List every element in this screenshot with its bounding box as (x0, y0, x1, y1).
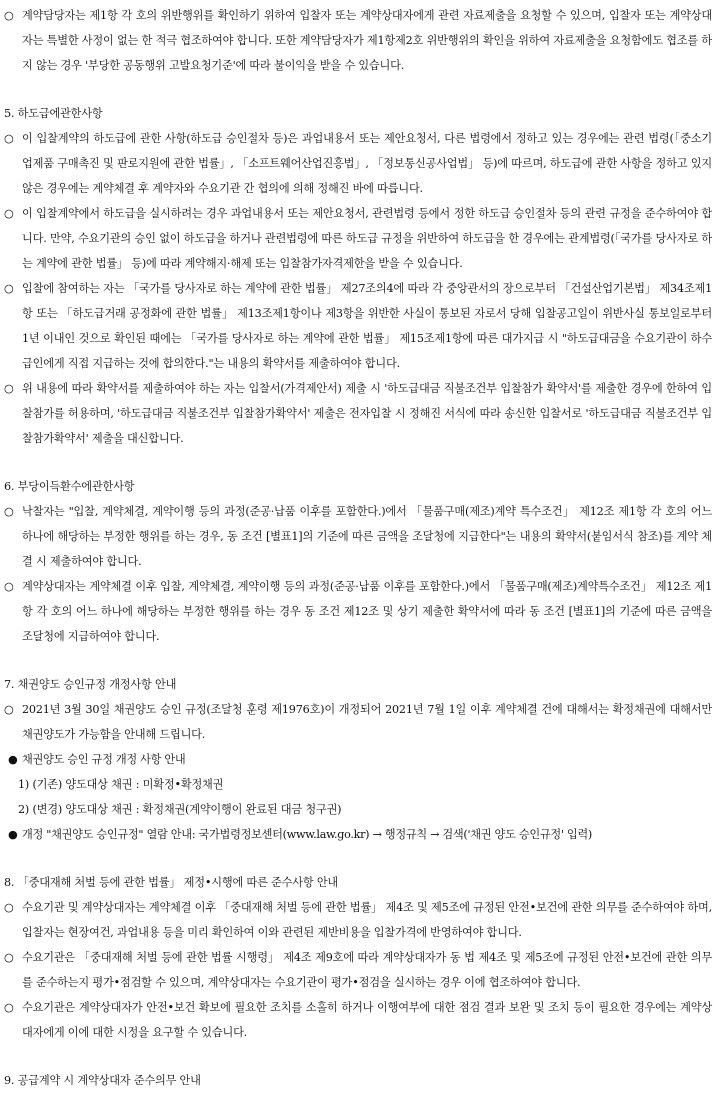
item-text: 수요기관 및 계약상대자는 계약체결 이후 「중대재해 처벌 등에 관한 법률」 제4조 및 제5조에 규정된 안전•보건에 관한 의무를 준수하여야 하며, 입찰자는 현장여건, 과업내용 등을 미리 확인하여 이와 관련된 제반비용을 입찰가격에 반영하여야 합니다. (22, 901, 712, 939)
list-item (4, 201, 712, 276)
item-text: 이 입찰계약의 하도급에 관한 사항(하도급 승인절차 등)은 과업내용서 또는 제안요청서, 다른 법령에서 정하고 있는 경우에는 관련 법령(「중소기업제품 구매촉진 및 판로지원에 관한 법률」, 「소프트웨어산업진흥법」, 「정보통신공사업법」 등)에 따르며, 하도급에 관한 사항을 정하고 있지 않은 경우에는 계약체결 후 계약자와 수요기관 간 협의에 의해 정해진 바에 따릅니다. (22, 132, 712, 195)
section-heading-8: 8. 「중대재해 처벌 등에 관한 법률」 제정•시행에 따른 준수사항 안내 (4, 876, 339, 889)
item-text: 위 내용에 따라 확약서를 제출하여야 하는 자는 입찰서(가격제안서) 제출 시 '하도급대금 직불조건부 입찰참가 확약서'를 제출한 경우에 한하여 입찰참가를 허용하며, '하도급대금 직불조건부 입찰참가확약서' 제출은 전자입찰 시 정해진 서식에 따라 송신한 입찰서로 '하도급대금 직불조건부 입찰참가확약서' 제출을 대신합니다. (22, 382, 712, 445)
intro-text: 계약담당자는 제1항 각 호의 위반행위를 확인하기 위하여 입찰자 또는 계약상대자에게 관련 자료제출을 요청할 수 있으며, 입찰자 또는 계약상대자는 특별한 사정이 없는 한 적극 협조하여야 합니다. 또한 계약담당자가 제1항제2호 위반행위의 확인을 위하여 자료제출을 요청함에도 협조를 하지 않는 경우 '부당한 공동행위 고발요청기준'에 따라 불이익을 받을 수 있습니다. (22, 9, 712, 72)
circle-marker: ○ (4, 9, 14, 22)
list-item (4, 499, 712, 574)
circle-marker: ○ (4, 951, 14, 964)
circle-marker: ○ (4, 132, 14, 145)
item-text: 입찰에 참여하는 자는 「국가를 당사자로 하는 계약에 관한 법률」 제27조의4에 따라 각 중앙관서의 장으로부터 「건설산업기본법」 제34조제1항 또는 「하도급거래 공정화에 관한 법률」 제13조제1항이나 제3항을 위반한 사실이 통보된 자로서 당해 입찰공고일이 위반사실 통보일로부터 1년 이내인 것으로 확인된 때에는 「국가를 당사자로 하는 계약에 관한 법률」 제15조제1항에 따른 대가지급 시 "하도급대금을 수요기관이 하수급인에게 직접 지급하는 것에 합의한다."는 내용의 확약서를 제출하여야 합니다. (22, 282, 712, 370)
circle-marker: ○ (4, 382, 14, 395)
item-text: 낙찰자는 "입찰, 계약체결, 계약이행 등의 과정(준공·납품 이후를 포함한다.)에서 「물품구매(제조)계약 특수조건」 제12조 제1항 각 호의 어느 하나에 해당하는 부정한 행위를 하는 경우, 동 조건 [별표1]의 기준에 따른 금액을 조달청에 지급한다"는 내용의 확약서(붙임서식 참조)를 계약 체결 시 제출하여야 합니다. (22, 505, 712, 568)
item-text: 수요기관은 계약상대자가 안전•보건 확보에 필요한 조치를 소홀히 하거나 이행여부에 대한 점검 결과 보완 및 조치 등이 필요한 경우에는 계약상대자에게 이에 대한 시정을 요구할 수 있습니다. (22, 1001, 712, 1039)
bullet-marker: ● (8, 753, 18, 766)
bullet-item (4, 822, 712, 847)
list-item (4, 945, 712, 995)
section-heading-7: 7. 채권양도 승인규정 개정사항 안내 (4, 678, 177, 691)
intro-item (4, 3, 712, 78)
list-item (4, 376, 712, 451)
item-text: 수요기관은 「중대재해 처벌 등에 관한 법률 시행령」 제4조 제9호에 따라 계약상대자가 동 법 제4조 및 제5조에 규정된 안전•보건에 관한 의무를 준수하는지 평가•점검할 수 있으며, 계약상대자는 수요기관이 평가•점검을 실시하는 경우 이에 협조하여야 합니다. (22, 951, 712, 989)
circle-marker: ○ (4, 282, 14, 295)
list-item (4, 276, 712, 376)
section-heading-9: 9. 공급계약 시 계약상대자 준수의무 안내 (4, 1074, 201, 1087)
list-item (4, 995, 712, 1045)
item-text: 계약상대자는 계약체결 이후 입찰, 계약체결, 계약이행 등의 과정(준공·납품 이후를 포함한다.)에서 「물품구매(제조)계약특수조건」 제12조 제1항 각 호의 어느 하나에 해당하는 부정한 행위를 하는 경우 동 조건 제12조 및 상기 제출한 확약서에 따라 동 조건 [별표1]의 기준에 따른 금액을 조달청에 지급하여야 합니다. (22, 580, 712, 643)
section-heading-5: 5. 하도급에관한사항 (4, 107, 103, 120)
circle-marker: ○ (4, 580, 14, 593)
circle-marker: ○ (4, 901, 14, 914)
bullet-item (4, 747, 712, 772)
circle-marker: ○ (4, 505, 14, 518)
list-item (4, 574, 712, 649)
bullet-text: 채권양도 승인 규정 개정 사항 안내 (22, 753, 186, 766)
circle-marker: ○ (4, 1001, 14, 1014)
section-heading-6: 6. 부당이득환수에관한사항 (4, 480, 135, 493)
sub-item: 2) (변경) 양도대상 채권 : 확정채권(계약이행이 완료된 대금 청구권) (18, 803, 342, 816)
item-text: 이 입찰계약에서 하도급을 실시하려는 경우 과업내용서 또는 제안요청서, 관련법령 등에서 정한 하도급 승인절차 등의 관련 규정을 준수하여야 합니다. 만약, 수요기관의 승인 없이 하도급을 하거나 관련법령에 따른 하도급 규정을 위반하여 하도급을 한 경우에는 관계법령(「국가를 당사자로 하는 계약에 관한 법률」 등)에 따라 계약해지·해제 또는 입찰참가자격제한을 받을 수 있습니다. (22, 207, 712, 270)
circle-marker: ○ (4, 703, 14, 716)
sub-item: 1) (기존) 양도대상 채권 : 미확정•확정채권 (18, 778, 224, 791)
bullet-marker: ● (8, 828, 18, 841)
list-item (4, 697, 712, 747)
list-item (4, 126, 712, 201)
bullet-text: 개정 "채권양도 승인규정" 열람 안내: 국가법령정보센터(www.law.go.kr) → 행정규칙 → 검색('채권 양도 승인규정' 입력) (22, 828, 592, 841)
circle-marker: ○ (4, 207, 14, 220)
item-text: 2021년 3월 30일 채권양도 승인 규정(조달청 훈령 제1976호)이 개정되어 2021년 7월 1일 이후 계약체결 건에 대해서는 확정채권에 대해서만 채권양도가 가능함을 안내해 드립니다. (22, 703, 712, 741)
list-item (4, 895, 712, 945)
